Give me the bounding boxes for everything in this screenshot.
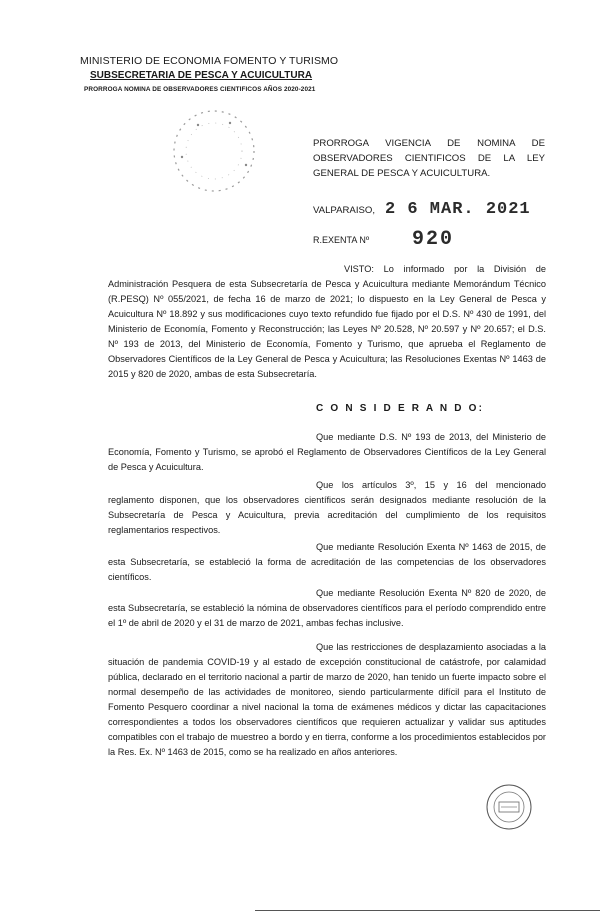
stamp-seal-icon bbox=[484, 782, 534, 837]
considerando-heading: C O N S I D E R A N D O: bbox=[316, 403, 485, 414]
resolution-label: R.EXENTA Nº bbox=[313, 235, 370, 245]
document-subject: PRORROGA VIGENCIA DE NOMINA DE OBSERVADORES CIENTIFICOS DE LA LEY GENERAL DE PESCA Y ACUICULTURA. bbox=[313, 138, 545, 179]
place-label: VALPARAISO, bbox=[313, 205, 376, 216]
subsecretaria-name: SUBSECRETARIA DE PESCA Y ACUICULTURA bbox=[90, 70, 313, 81]
document-topic: PRORROGA NOMINA DE OBSERVADORES CIENTIFICOS AÑOS 2020-2021 bbox=[84, 86, 316, 93]
considerando-paragraph: Que mediante Resolución Exenta Nº 1463 de 2015, de esta Subsecretaría, se estableció la forma de acreditación de las competencias de los observadores científicos. bbox=[108, 542, 546, 582]
date-stamp: 2 6 MAR. 2021 bbox=[385, 200, 531, 219]
considerando-paragraph: Que mediante D.S. Nº 193 de 2013, del Ministerio de Economía, Fomento y Turismo, se aprobó el Reglamento de Observadores Científicos de la Ley General de Pesca y Acuicultura. bbox=[108, 432, 546, 472]
ministry-name: MINISTERIO DE ECONOMIA FOMENTO Y TURISMO bbox=[80, 55, 339, 67]
official-seal-icon bbox=[168, 105, 260, 202]
footer-rule bbox=[255, 910, 600, 911]
considerando-paragraph: Que los artículos 3º, 15 y 16 del mencionado reglamento disponen, que los observadores científicos serán designados mediante resolución de la Subsecretaría de Pesca y Acuicultura, previa acreditación del cumplimiento de los requisitos reglamentarios respectivos. bbox=[108, 480, 546, 535]
resolution-number-stamp: 920 bbox=[412, 228, 455, 251]
considerando-paragraph: Que mediante Resolución Exenta Nº 820 de 2020, de esta Subsecretaría, se estableció la nómina de observadores científicos para el período comprendido entre el 1º de abril de 2020 y el 31 de marzo de 2021, ambas fechas inclusive. bbox=[108, 588, 546, 628]
considerando-paragraph: Que las restricciones de desplazamiento asociadas a la situación de pandemia COVID-19 y al estado de excepción constitucional de catástrofe, por calamidad pública, declarado en el territorio nacional a partir de marzo de 2020, han tenido un fuerte impacto sobre el normal desempeño de las actividades de monitoreo, siendo particularmente difícil para el Instituto de Fomento Pesquero coordinar a nivel nacional la toma de exámenes médicos y dictar las capacitaciones correspondientes a todos los observadores científicos que requieren actualizar y validar sus aptitudes compatibles con el trabajo de muestreo a bordo y en tierra, conforme a los procedimientos establecidos por la Res. Ex. Nº 1463 de 2015, como se ha realizado en años anteriores. bbox=[108, 642, 546, 757]
visto-paragraph: VISTO: Lo informado por la División de Administración Pesquera de esta Subsecretaría de Pesca y Acuicultura mediante Memorándum Técnico (R.PESQ) Nº 055/2021, de fecha 16 de marzo de 2021; lo dispuesto en la Ley General de Pesca y Acuicultura Nº 18.892 y sus modificaciones cuyo texto refundido fue fijado por el D.S. Nº 430 de 1991, del Ministerio de Economía, Fomento y Reconstrucción; las Leyes Nº 20.528, Nº 20.597 y Nº 20.657; el D.S. Nº 193 de 2013, del Ministerio de Economía, Fomento y Turismo, que aprueba el Reglamento de Observadores Científicos de la Ley General de Pesca y Acuicultura; las Resoluciones Exentas Nº 1463 de 2015 y 820 de 2020, ambas de esta Subsecretaría. bbox=[108, 264, 546, 379]
